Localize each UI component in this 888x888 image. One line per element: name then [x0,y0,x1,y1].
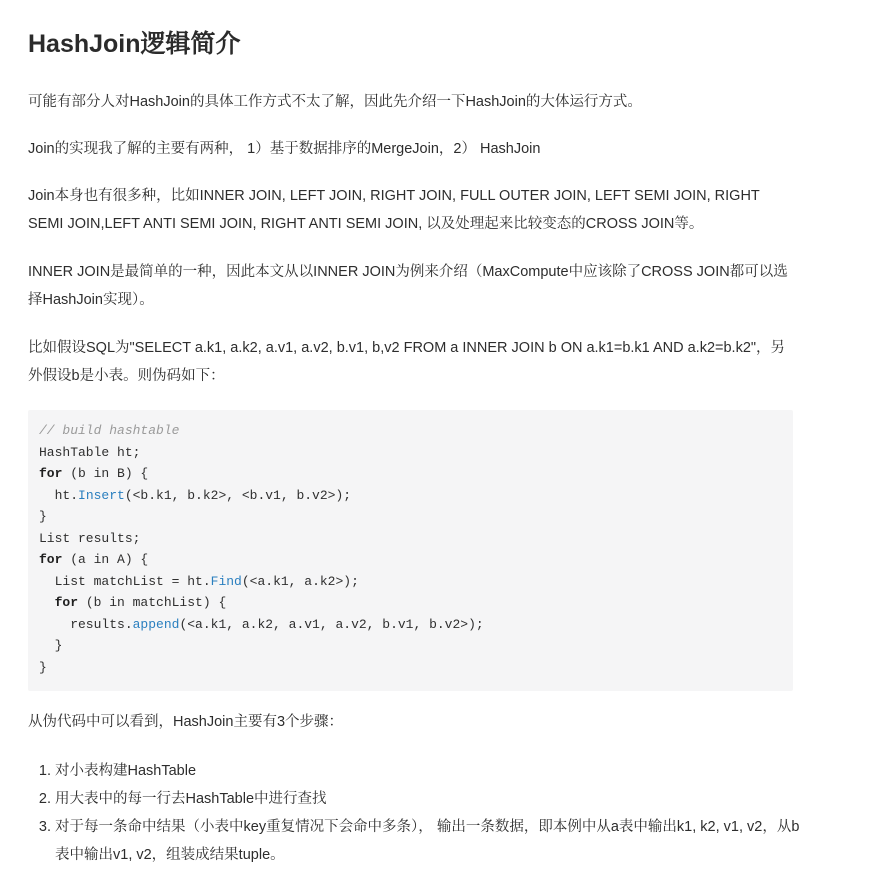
code-text: results. [39,616,133,632]
paragraph-sql-example: 比如假设SQL为"SELECT a.k1, a.k2, a.v1, a.v2, b.v1, b,v2 FROM a INNER JOIN b ON a.k1=b.k1 AND a.k2=b.k2"，另外假设b是小表。则伪码如下： [28,340,786,384]
code-line [39,549,793,571]
code-line [39,506,793,528]
paragraph-join-implementations: Join的实现我了解的主要有两种， 1）基于数据排序的MergeJoin，2） HashJoin [28,141,541,157]
code-line [39,571,793,593]
code-text: (a in A) { [62,552,149,567]
code-text: } [39,659,47,675]
article-title: HashJoin逻辑简介 [28,30,241,58]
list-item-number: 1. [38,763,51,779]
code-text: (b in B) { [62,466,149,481]
code-text: (<a.k1, a.k2, a.v1, a.v2, b.v1, b.v2>); [179,616,484,632]
code-line [39,614,793,636]
code-text: (<a.k1, a.k2>); [241,573,359,589]
code-comment: // build hashtable [39,423,180,438]
paragraph-inner-join: INNER JOIN是最简单的一种，因此本文从以INNER JOIN为例来介绍（MaxCompute中应该除了CROSS JOIN都可以选择HashJoin实现）。 [28,264,788,308]
code-line [39,657,793,679]
code-function: Find [210,573,242,589]
paragraph-steps-intro: 从伪代码中可以看到，HashJoin主要有3个步骤： [28,714,344,730]
code-text: HashTable ht; [39,444,141,460]
list-item-text: 用大表中的每一行去HashTable中进行查找 [55,791,327,807]
code-text: List matchList = ht. [39,573,211,589]
code-line [39,420,793,442]
code-block [28,410,793,691]
code-text: (b in matchList) { [78,595,227,610]
code-line [39,485,793,507]
code-text: List results; [39,530,141,546]
list-item-number: 3. [38,819,51,835]
code-function: append [132,616,180,632]
code-keyword: for [54,595,79,610]
paragraph-join-types: Join本身也有很多种，比如INNER JOIN, LEFT JOIN, RIGHT JOIN, FULL OUTER JOIN, LEFT SEMI JOIN, RIGHT SEMI JOIN,LEFT ANTI SEMI JOIN, RIGHT ANTI SEMI JOIN, 以及处理起来比较变态的CROSS JOIN等。 [28,188,760,232]
list-item [28,813,808,869]
code-text: } [39,638,63,653]
list-item-number: 2. [38,791,51,807]
code-function: Insert [78,487,125,503]
steps-list [28,757,808,869]
code-line [39,592,793,614]
code-line [39,635,793,657]
code-text: } [39,509,47,524]
code-line [39,442,793,464]
code-line [39,528,793,550]
code-text: (<b.k1, b.k2>, <b.v1, b.v2>); [124,487,352,503]
code-keyword: for [39,466,63,481]
list-item-text: 对于每一条命中结果（小表中key重复情况下会命中多条）， 输出一条数据，即本例中从a表中输出k1, k2, v1, v2，从b表中输出v1, v2，组装成结果tuple。 [55,819,800,863]
code-text: ht. [39,487,79,503]
list-item [28,757,808,785]
code-line [39,463,793,485]
paragraph-intro: 可能有部分人对HashJoin的具体工作方式不太了解，因此先介绍一下HashJoin的大体运行方式。 [28,94,642,110]
code-keyword: for [39,552,63,567]
list-item [28,785,808,813]
list-item-text: 对小表构建HashTable [55,763,197,779]
code-text [39,595,55,610]
